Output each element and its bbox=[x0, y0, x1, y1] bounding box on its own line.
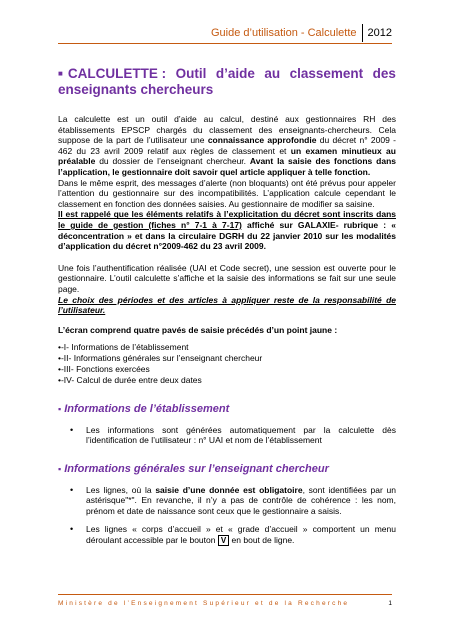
header-separator bbox=[362, 24, 363, 42]
footer-ministry: Ministère de l’Enseignement Supérieur et de la Recherche bbox=[58, 600, 350, 607]
title-word: d’aide bbox=[215, 66, 255, 81]
list-item: • Les informations sont générées automatiquement par la calculette dès l’identification de l’utilisateur : n° UAI et nom de l’établissement bbox=[70, 424, 396, 446]
title-word: des bbox=[372, 66, 396, 81]
square-bullet-icon: ▪ bbox=[58, 404, 62, 415]
title-line2: enseignants chercheurs bbox=[58, 82, 214, 97]
section-heading-establishment: ▪ Informations de l’établissement bbox=[58, 403, 230, 416]
screen-intro: L’écran comprend quatre pavés de saisie précédés d’un point jaune : bbox=[58, 324, 338, 335]
page-footer bbox=[58, 600, 392, 607]
header-year: 2012 bbox=[367, 27, 392, 39]
bullet-icon: • bbox=[70, 484, 74, 495]
footer-rule bbox=[58, 594, 392, 595]
header-rule bbox=[58, 43, 392, 44]
list-item: • Les lignes, où la saisie d’une donnée est obligatoire, sont identifiées par un astérisque"*". En revanche, il n’y a pas de contrôle de cohérence : les nom, prénom et date de naissance sont ceux que le gestionnaire a saisis. bbox=[70, 484, 397, 516]
title-word: classement bbox=[289, 66, 364, 81]
title-word: au bbox=[264, 66, 281, 81]
list-item: •-I- Informations de l’établissement bbox=[58, 342, 189, 353]
list-item: • Les lignes « corps d’accueil » et « grade d’accueil » comportent un menu déroulant accessible par le bouton V en bout de ligne. bbox=[70, 524, 396, 546]
document-title bbox=[58, 66, 396, 98]
list-item: •-III- Fonctions exercées bbox=[58, 364, 150, 375]
screen-block-list bbox=[58, 342, 396, 386]
square-bullet-icon: ▪ bbox=[58, 464, 62, 475]
header-guide-title: Guide d’utilisation - Calculette bbox=[210, 27, 357, 39]
intro-paragraph-2: Dans le même esprit, des messages d’alerte (non bloquants) ont été prévus pour appeler l’attention du gestionnaire sur des incompatibilités. L’application calcule cependant le classement en fonction des données saisies. Au gestionnaire de modifier sa saisine. bbox=[58, 177, 396, 209]
list-item: •-II- Informations générales sur l’enseignant chercheur bbox=[58, 353, 263, 364]
bullet-icon: • bbox=[70, 524, 74, 535]
page-number: 1 bbox=[388, 600, 392, 607]
list-item: •-IV- Calcul de durée entre deux dates bbox=[58, 375, 202, 386]
responsibility-note: Le choix des périodes et des articles à appliquer reste de la responsabilité de l’utilisateur. bbox=[58, 294, 396, 316]
title-word: CALCULETTE : bbox=[67, 66, 167, 81]
title-word: Outil bbox=[175, 66, 207, 81]
bullet-icon: • bbox=[70, 424, 74, 435]
page-header bbox=[211, 24, 392, 42]
intro-paragraph-3: Il est rappelé que les éléments relatifs à l’explicitation du décret sont inscrits dans le guide de gestion (fiches n° 7-1 à 7-17) affiché sur GALAXIE- rubrique : « déconcentration » et dans la circulaire DGRH du 22 janvier 2010 sur les modalités d’application du décret n°2009-462 du 23 avril 2009. bbox=[58, 209, 396, 252]
intro-paragraph-1: La calculette est un outil d’aide au calcul, destiné aux gestionnaires RH des établissements EPSCP chargés du classement des enseignants-chercheurs. Cela suppose de la part de l’utilisateur une connaissance approfondie du décret n° 2009 - 462 du 23 avril 2009 relatif aux règles de classement et un examen minutieux au préalable du dossier de l’enseignant chercheur. Avant la saisie des fonctions dans l’application, le gestionnaire doit savoir quel article appliquer à telle fonction. bbox=[58, 114, 396, 177]
document-body bbox=[58, 66, 396, 554]
auth-paragraph: Une fois l’authentification réalisée (UAI et Code secret), une session est ouverte pour le gestionnaire. L’outil calculette s’affiche et la saisie des informations se fait sur une seule page. bbox=[58, 262, 396, 294]
dropdown-button-glyph: V bbox=[218, 535, 229, 546]
section-heading-teacher-info: ▪ Informations générales sur l’enseignant chercheur bbox=[58, 463, 329, 476]
title-bullet-icon: ■ bbox=[58, 69, 63, 78]
